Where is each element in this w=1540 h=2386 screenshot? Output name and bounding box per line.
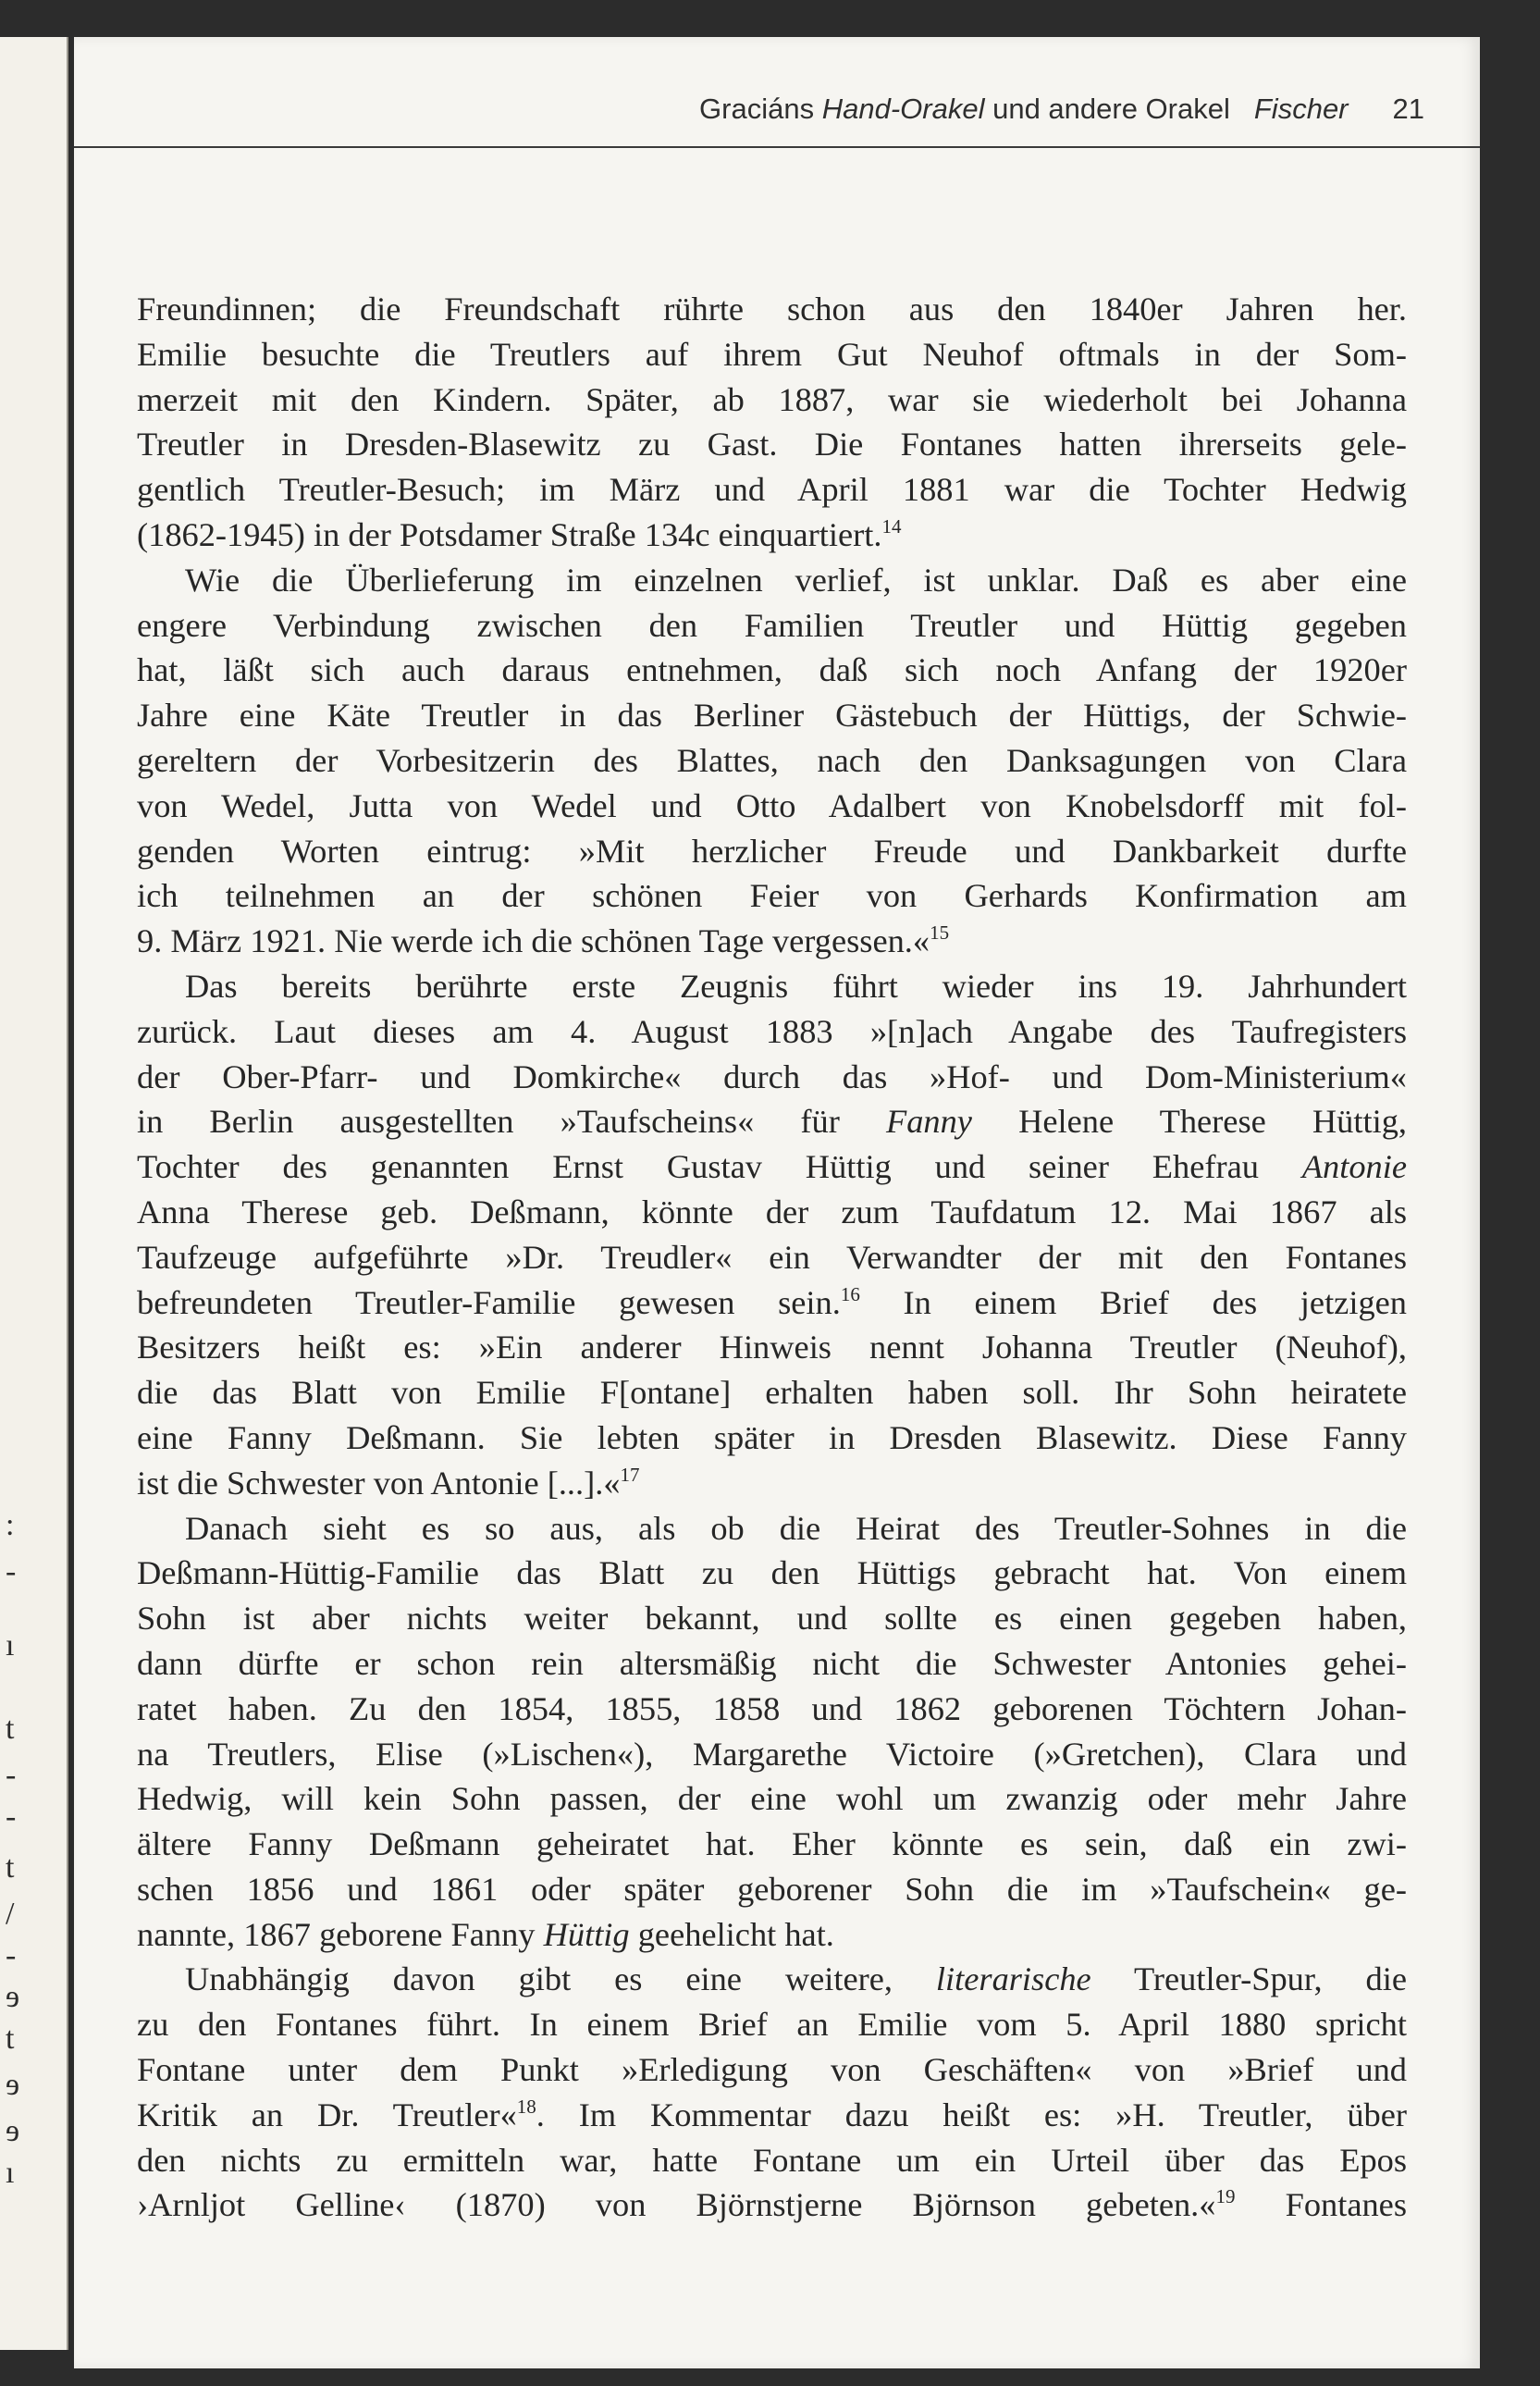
text-segment: Freundinnen; die Freundschaft rührte schon aus den 1840er Jahren her. bbox=[137, 291, 1407, 328]
text-segment: den nichts zu ermitteln war, hatte Fontane um ein Urteil über das Epos bbox=[137, 2141, 1407, 2179]
previous-page-letter: ɘ bbox=[6, 2068, 20, 2102]
footnote-marker: 17 bbox=[620, 1463, 640, 1486]
text-line bbox=[137, 2182, 1407, 2228]
text-segment: ›Arnljot Gelline‹ (1870) von Björnstjerne Björnson gebeten.« bbox=[137, 2186, 1216, 2224]
text-line bbox=[137, 1280, 1407, 1326]
text-line bbox=[137, 377, 1407, 423]
text-segment: ich teilnehmen an der schönen Feier von Gerhards Konfirmation am bbox=[137, 877, 1407, 915]
text-segment: engere Verbindung zwischen den Familien Treutler und Hüttig gegeben bbox=[137, 606, 1407, 644]
text-line bbox=[137, 784, 1407, 829]
text-segment: hat, läßt sich auch daraus entnehmen, daß sich noch Anfang der 1920er bbox=[137, 651, 1407, 689]
text-line bbox=[137, 648, 1407, 693]
text-line bbox=[137, 603, 1407, 649]
text-segment: gentlich Treutler-Besuch; im März und April 1881 war die Tochter Hedwig bbox=[137, 471, 1407, 509]
text-line bbox=[137, 1867, 1407, 1912]
footnote-marker: 16 bbox=[840, 1282, 860, 1305]
text-segment: Jahre eine Käte Treutler in das Berliner Gästebuch der Hüttigs, der Schwie- bbox=[137, 697, 1407, 735]
text-line bbox=[137, 1822, 1407, 1867]
previous-page-fragments bbox=[0, 37, 67, 2350]
header-author: Fischer bbox=[1253, 93, 1349, 125]
text-line bbox=[137, 1055, 1407, 1100]
text-segment: Sohn ist aber nichts weiter bekannt, und sollte es einen gegeben haben, bbox=[137, 1600, 1407, 1638]
running-header bbox=[74, 93, 1424, 139]
text-line bbox=[137, 964, 1407, 1009]
previous-page-letter: ı bbox=[6, 1628, 15, 1663]
text-line bbox=[137, 1912, 1407, 1958]
text-segment: Wie die Überlieferung im einzelnen verlief, ist unklar. Daß es aber eine bbox=[185, 561, 1407, 599]
text-segment: Anna Therese geb. Deßmann, könnte der zum Taufdatum 12. Mai 1867 als bbox=[137, 1193, 1407, 1230]
text-segment: ältere Fanny Deßmann geheiratet hat. Eher könnte es sein, daß ein zwi- bbox=[137, 1825, 1407, 1863]
text-segment: Taufzeuge aufgeführte »Dr. Treudler« ein Verwandter der mit den Fontanes bbox=[137, 1238, 1407, 1276]
text-segment: Kritik an Dr. Treutler« bbox=[137, 2095, 517, 2133]
text-segment: dann dürfte er schon rein altersmäßig nicht die Schwester Antonies gehei- bbox=[137, 1644, 1407, 1682]
text-segment: Danach sieht es so aus, als ob die Heirat des Treutler-Sohnes in die bbox=[185, 1509, 1407, 1547]
header-rule bbox=[74, 146, 1480, 148]
previous-page-letter: ɘ bbox=[6, 2114, 20, 2148]
text-segment: . Im Kommentar dazu heißt es: »H. Treutler, über bbox=[536, 2095, 1407, 2133]
italic-text: Antonie bbox=[1301, 1148, 1407, 1186]
footnote-marker: 18 bbox=[516, 2095, 536, 2118]
text-segment: in Berlin ausgestellten »Taufscheins« für bbox=[137, 1103, 886, 1141]
text-segment: gereltern der Vorbesitzerin des Blattes, nach den Danksagungen von Clara bbox=[137, 741, 1407, 779]
text-line bbox=[137, 1506, 1407, 1552]
previous-page-letter: - bbox=[6, 1758, 17, 1792]
text-segment: zurück. Laut dieses am 4. August 1883 »[n]ach Angabe des Taufregisters bbox=[137, 1012, 1407, 1050]
text-segment: na Treutlers, Elise (»Lischen«), Margarethe Victoire (»Gretchen), Clara und bbox=[137, 1735, 1407, 1773]
text-line bbox=[137, 2002, 1407, 2047]
text-line bbox=[137, 1190, 1407, 1235]
previous-page-letter: : bbox=[6, 1508, 15, 1542]
text-segment: Treutler in Dresden-Blasewitz zu Gast. Die Fontanes hatten ihrerseits gele- bbox=[137, 426, 1407, 464]
previous-page-letter: / bbox=[6, 1897, 15, 1931]
previous-page-letter: t bbox=[6, 1850, 15, 1885]
book-page bbox=[74, 37, 1480, 2368]
text-segment: Hedwig, will kein Sohn passen, der eine wohl um zwanzig oder mehr Jahre bbox=[137, 1780, 1407, 1818]
text-segment: Deßmann-Hüttig-Familie das Blatt zu den Hüttigs gebracht hat. Von einem bbox=[137, 1554, 1407, 1592]
text-line bbox=[137, 1957, 1407, 2002]
text-segment: ratet haben. Zu den 1854, 1855, 1858 und 1862 geborenen Töchtern Johan- bbox=[137, 1689, 1407, 1727]
text-line bbox=[137, 2138, 1407, 2183]
text-segment: Fontane unter dem Punkt »Erledigung von Geschäften« von »Brief und bbox=[137, 2051, 1407, 2089]
text-line bbox=[137, 1099, 1407, 1144]
text-segment: Unabhängig davon gibt es eine weitere, bbox=[185, 1960, 936, 1998]
italic-text: Hüttig bbox=[543, 1915, 630, 1953]
previous-page-letter: - bbox=[6, 1554, 17, 1589]
previous-page-letter: - bbox=[6, 1938, 17, 1972]
text-segment: der Ober-Pfarr- und Domkirche« durch das »Hof- und Dom-Ministerium« bbox=[137, 1057, 1407, 1095]
text-line bbox=[137, 513, 1407, 558]
text-segment: ist die Schwester von Antonie [...].« bbox=[137, 1464, 621, 1502]
previous-page-edge bbox=[0, 37, 68, 2350]
text-segment: Fontanes bbox=[1235, 2186, 1407, 2224]
previous-page-letter: t bbox=[6, 1712, 15, 1746]
text-segment: merzeit mit den Kindern. Später, ab 1887, war sie wiederholt bei Johanna bbox=[137, 380, 1407, 418]
text-line bbox=[137, 1325, 1407, 1370]
body-text bbox=[137, 287, 1407, 2228]
text-segment: geehelicht hat. bbox=[629, 1915, 834, 1953]
text-line bbox=[137, 1732, 1407, 1777]
text-line bbox=[137, 829, 1407, 874]
text-line bbox=[137, 1235, 1407, 1280]
text-line bbox=[137, 873, 1407, 919]
text-line bbox=[137, 1461, 1407, 1506]
text-segment: zu den Fontanes führt. In einem Brief an Emilie vom 5. April 1880 spricht bbox=[137, 2006, 1407, 2044]
text-line bbox=[137, 1416, 1407, 1461]
text-segment: In einem Brief des jetzigen bbox=[859, 1283, 1407, 1321]
text-line bbox=[137, 422, 1407, 467]
text-segment: Helene Therese Hüttig, bbox=[971, 1103, 1407, 1141]
previous-page-letter: ı bbox=[6, 2156, 15, 2190]
text-line bbox=[137, 558, 1407, 603]
header-title-italic: Hand-Orakel bbox=[821, 93, 985, 125]
italic-text: literarische bbox=[935, 1960, 1091, 1998]
text-segment: die das Blatt von Emilie F[ontane] erhalten haben soll. Ihr Sohn heiratete bbox=[137, 1374, 1407, 1412]
text-segment: Treutler-Spur, die bbox=[1090, 1960, 1407, 1998]
previous-page-letter: - bbox=[6, 1799, 17, 1834]
text-segment: von Wedel, Jutta von Wedel und Otto Adalbert von Knobelsdorff mit fol- bbox=[137, 786, 1407, 824]
header-title-suffix: und andere Orakel bbox=[984, 93, 1230, 125]
text-line bbox=[137, 2093, 1407, 2138]
text-line bbox=[137, 1144, 1407, 1190]
page-number: 21 bbox=[1392, 93, 1424, 125]
text-segment: befreundeten Treutler-Familie gewesen sein. bbox=[137, 1283, 841, 1321]
text-line bbox=[137, 693, 1407, 738]
text-line bbox=[137, 2047, 1407, 2093]
text-segment: nannte, 1867 geborene Fanny bbox=[137, 1915, 544, 1953]
text-line bbox=[137, 1687, 1407, 1732]
italic-text: Fanny bbox=[885, 1103, 972, 1141]
text-line bbox=[137, 1551, 1407, 1596]
text-segment: Besitzers heißt es: »Ein anderer Hinweis nennt Johanna Treutler (Neuhof), bbox=[137, 1329, 1407, 1366]
text-segment: (1862-1945) in der Potsdamer Straße 134c einquartiert. bbox=[137, 515, 882, 553]
text-line bbox=[137, 738, 1407, 784]
text-line bbox=[137, 1009, 1407, 1055]
text-segment: eine Fanny Deßmann. Sie lebten später in Dresden Blasewitz. Diese Fanny bbox=[137, 1418, 1407, 1456]
header-title-prefix: Graciáns bbox=[699, 93, 822, 125]
text-line bbox=[137, 332, 1407, 377]
text-segment: Emilie besuchte die Treutlers auf ihrem Gut Neuhof oftmals in der Som- bbox=[137, 335, 1407, 373]
text-segment: schen 1856 und 1861 oder später geborener Sohn die im »Taufschein« ge- bbox=[137, 1870, 1407, 1908]
text-segment: Das bereits berührte erste Zeugnis führt wieder ins 19. Jahrhundert bbox=[185, 967, 1407, 1005]
text-line bbox=[137, 1596, 1407, 1641]
previous-page-letter: ɘ bbox=[6, 1980, 20, 2014]
text-line bbox=[137, 467, 1407, 513]
footnote-marker: 19 bbox=[1215, 2185, 1236, 2208]
text-line bbox=[137, 287, 1407, 332]
previous-page-letter: t bbox=[6, 2021, 15, 2056]
text-segment: Tochter des genannten Ernst Gustav Hüttig und seiner Ehefrau bbox=[137, 1148, 1302, 1186]
text-line bbox=[137, 1776, 1407, 1822]
footnote-marker: 15 bbox=[930, 921, 950, 945]
text-line bbox=[137, 919, 1407, 964]
footnote-marker: 14 bbox=[881, 514, 902, 538]
text-line bbox=[137, 1641, 1407, 1687]
text-segment: 9. März 1921. Nie werde ich die schönen Tage vergessen.« bbox=[137, 922, 930, 960]
text-segment: genden Worten eintrug: »Mit herzlicher Freude und Dankbarkeit durfte bbox=[137, 832, 1407, 870]
text-line bbox=[137, 1370, 1407, 1416]
